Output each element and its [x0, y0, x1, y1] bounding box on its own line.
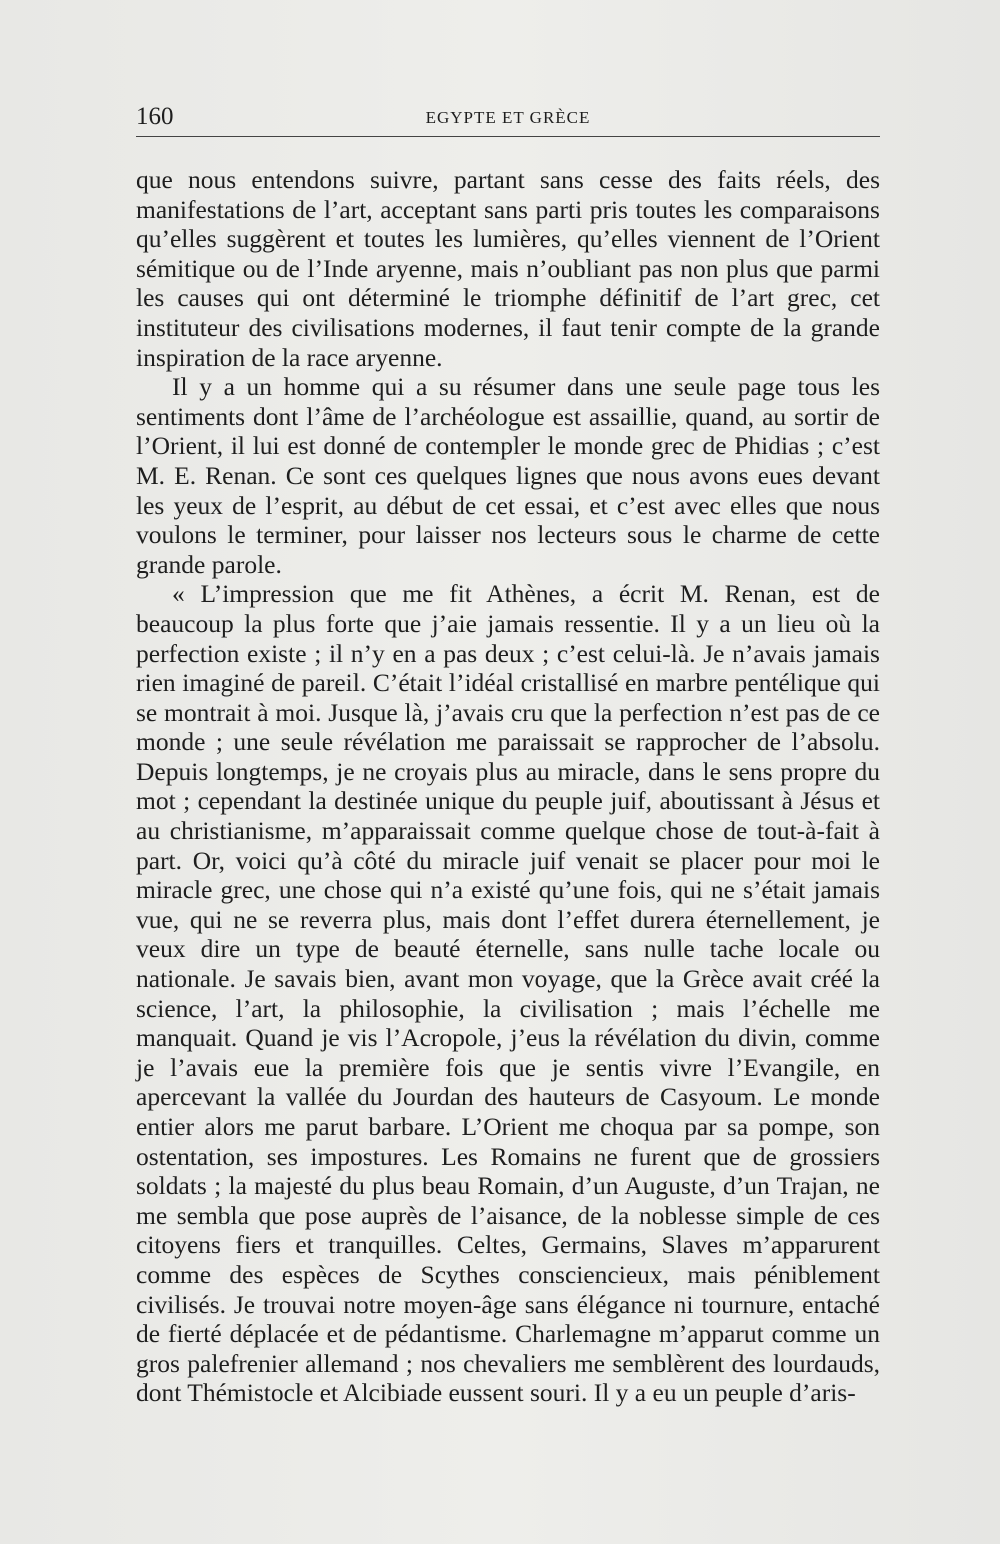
header-rule: [136, 136, 880, 137]
page-number: 160: [136, 103, 174, 130]
body-text: [136, 165, 880, 1408]
paragraph-renan-intro: Il y a un homme qui a su résumer dans une seule page tous les sentiments dont l’âme de l’archéologue est assaillie, quand, au sortir de l’Orient, il lui est donné de contempler le monde grec de Phidias ; c’est M. E. Renan. Ce sont ces quelques lignes que nous avons eues devant les yeux de l’esprit, au début de cet essai, et c’est avec elles que nous voulons le terminer, pour laisser nos lecteurs sous le charme de cette grande parole.: [136, 372, 880, 579]
paragraph-renan-quote: « L’impression que me fit Athènes, a écrit M. Renan, est de beaucoup la plus forte que j’aie jamais ressentie. Il y a un lieu où la perfection existe ; il n’y en a pas deux ; c’est celui-là. Je n’avais jamais rien imaginé de pareil. C’était l’idéal cristallisé en marbre pentélique qui se montrait à moi. Jusque là, j’avais cru que la perfection n’est pas de ce monde ; une seule révélation me paraissait se rapprocher de l’absolu. Depuis longtemps, je ne croyais plus au miracle, dans le sens propre du mot ; cependant la destinée unique du peuple juif, aboutissant à Jésus et au christianisme, m’apparaissait comme quelque chose de tout-à-fait à part. Or, voici qu’à côté du miracle juif venait se placer pour moi le miracle grec, une chose qui n’a existé qu’une fois, qui ne s’était jamais vue, qui ne se reverra plus, mais dont l’effet durera éternellement, je veux dire un type de beauté éternelle, sans nulle tache locale ou nationale. Je savais bien, avant mon voyage, que la Grèce avait créé la science, l’art, la philosophie, la civilisation ; mais l’échelle me manquait. Quand je vis l’Acropole, j’eus la révélation du divin, comme je l’avais eue la première fois que je sentis vivre l’Evangile, en apercevant la vallée du Jourdan des hauteurs de Casyoum. Le monde entier alors me parut barbare. L’Orient me choqua par sa pompe, son ostentation, ses impostures. Les Romains ne furent que de grossiers soldats ; la majesté du plus beau Romain, d’un Auguste, d’un Trajan, ne me sembla que pose auprès de l’aisance, de la noblesse simple de ces citoyens fiers et tranquilles. Celtes, Germains, Slaves m’apparurent comme des espèces de Scythes consciencieux, mais péniblement civilisés. Je trouvai notre moyen-âge sans élégance ni tournure, entaché de fierté déplacée et de pédantisme. Charlemagne m’apparut comme un gros palefrenier allemand ; nos chevaliers me semblèrent des lourdauds, dont Thémistocle et Alcibiade eussent souri. Il y a eu un peuple d’aris-: [136, 579, 880, 1408]
running-title: EGYPTE ET GRÈCE: [425, 108, 591, 127]
paragraph-continuation: que nous entendons suivre, partant sans cesse des faits réels, des manifestations de l’art, acceptant sans parti pris toutes les comparaisons qu’elles suggèrent et toutes les lumières, qu’elles viennent de l’Orient sémitique ou de l’Inde aryenne, mais n’oubliant pas non plus que parmi les causes qui ont déterminé le triomphe définitif de l’art grec, cet instituteur des civilisations modernes, il faut tenir compte de la grande inspiration de la race aryenne.: [136, 165, 880, 372]
page-header: [136, 103, 880, 135]
